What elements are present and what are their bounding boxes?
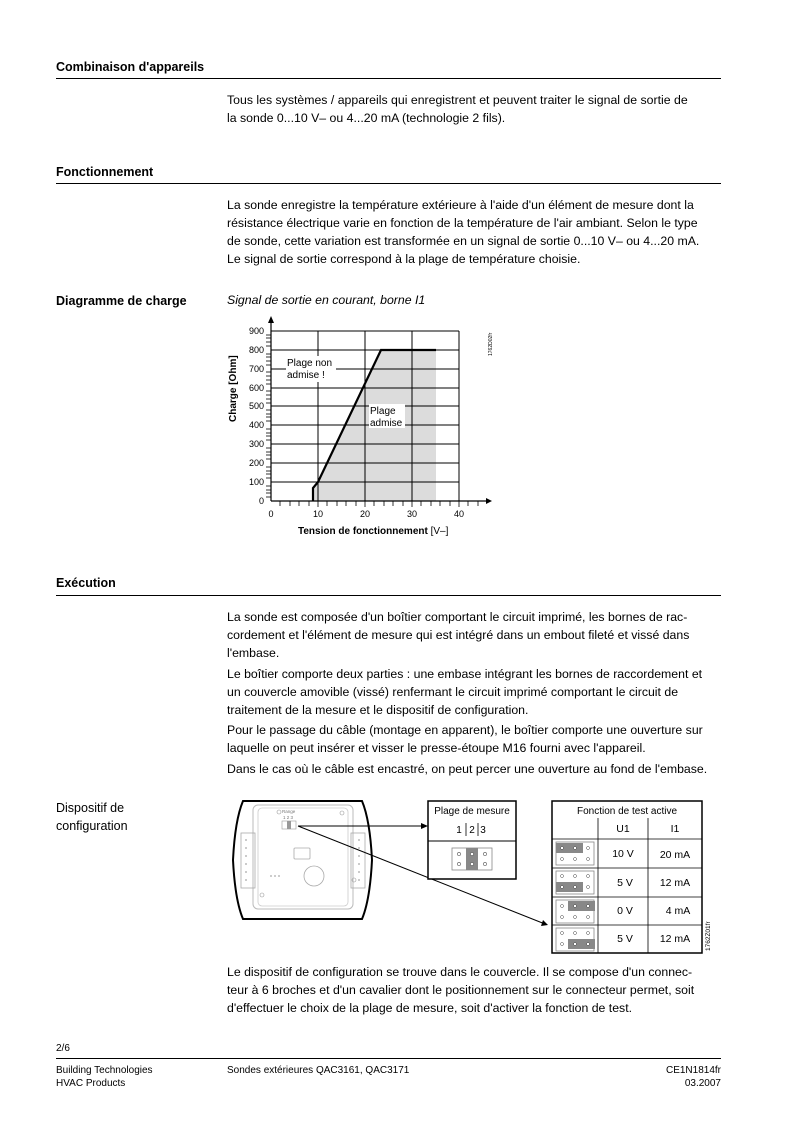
section-title-fonctionnement: Fonctionnement — [56, 165, 154, 179]
svg-text:200: 200 — [248, 458, 264, 468]
annotation-not-allowed-2: admise ! — [287, 370, 325, 381]
svg-text:0: 0 — [258, 496, 264, 506]
section-label-dispositif — [56, 799, 128, 835]
x-axis-arrow-icon — [486, 498, 492, 504]
annotation-allowed-1: Plage — [370, 406, 396, 417]
text-line: Pour le passage du câble (montage en apparent), le boîtier comporte une ouverture sur — [227, 723, 703, 737]
text-line: configuration — [56, 819, 128, 833]
row3-i1: 4 mA — [665, 905, 691, 917]
svg-text:400: 400 — [248, 420, 264, 430]
svg-text:300: 300 — [248, 439, 264, 449]
section-label-diagramme: Diagramme de charge — [56, 294, 187, 308]
text-line: Building Technologies — [56, 1065, 153, 1076]
configuration-diagram — [225, 795, 725, 960]
section-rule — [56, 78, 721, 79]
svg-text:20: 20 — [359, 509, 371, 519]
svg-text:Range: Range — [282, 809, 296, 814]
doc-date: 03.2007 — [684, 1078, 721, 1089]
text-line: cordement et l'élément de mesure qui est intégré dans un embout fileté et vissé dans — [227, 628, 690, 642]
footer-product: Sondes extérieures QAC3161, QAC3171 — [227, 1065, 410, 1076]
svg-text:10: 10 — [312, 509, 324, 519]
jumper-icon-bottom-right — [556, 928, 595, 951]
figure-id: 1762Z01fr — [705, 921, 712, 951]
svg-text:30: 30 — [406, 509, 418, 519]
y-axis-arrow-icon — [268, 316, 274, 323]
text-line: La sonde est composée d'un boîtier comportant le circuit imprimé, les bornes de rac- — [227, 610, 688, 624]
x-minor-ticks — [280, 501, 478, 507]
test-function-table — [552, 801, 702, 953]
pointer-arrow-icon — [421, 823, 428, 829]
svg-text:100: 100 — [248, 477, 264, 487]
paragraph-execution-1 — [227, 608, 722, 662]
section-rule — [56, 183, 721, 184]
device-housing-illustration — [233, 801, 372, 919]
y-axis-title: Charge [Ohm] — [228, 355, 239, 422]
paragraph-execution-2 — [227, 665, 722, 719]
test-table-title: Fonction de test active — [576, 806, 678, 817]
row1-i1: 20 mA — [659, 849, 691, 861]
text-line: la sonde 0...10 V– ou 4...20 mA (technologie 2 fils). — [227, 111, 506, 125]
y-tick-labels — [249, 326, 264, 506]
range-number-1: 1 — [456, 825, 462, 836]
text-line: teur à 6 broches et d'un cavalier dont le positionnement sur le connecteur permet, soit — [227, 983, 695, 997]
text-line: La sonde enregistre la température extérieure à l'aide d'un élément de mesure dont la — [227, 198, 694, 212]
measuring-range-box — [428, 801, 516, 879]
text-line: Tous les systèmes / appareils qui enregistrent et peuvent traiter le signal de sortie de — [227, 93, 688, 107]
range-number-2: 2 — [469, 825, 475, 836]
text-line: laquelle on peut insérer et visser le presse-étoupe M16 fourni avec l'appareil. — [227, 741, 646, 755]
row3-u1: 0 V — [617, 905, 633, 917]
figure-id: 1762D02fr — [488, 332, 494, 356]
paragraph-combinaison — [227, 91, 722, 127]
pointer-arrow-icon — [541, 920, 548, 926]
doc-id: CE1N1814fr — [665, 1065, 721, 1076]
section-rule — [56, 595, 721, 596]
x-axis-title: Tension de fonctionnement [V–] — [298, 526, 449, 537]
annotation-allowed-2: admise — [370, 418, 403, 429]
text-line: Le dispositif de configuration se trouve dans le couvercle. Il se compose d'un connec- — [227, 965, 693, 979]
paragraph-fonctionnement — [227, 196, 722, 268]
page-number: 2/6 — [56, 1043, 70, 1054]
svg-text:500: 500 — [248, 401, 264, 411]
footer-doc-info — [600, 1064, 721, 1090]
range-number-3: 3 — [480, 825, 486, 836]
x-tick-labels — [268, 509, 464, 519]
svg-text:700: 700 — [248, 364, 264, 374]
measuring-range-title: Plage de mesure — [434, 806, 510, 817]
section-title-combinaison: Combinaison d'appareils — [56, 60, 205, 74]
col-header-u1: U1 — [616, 823, 630, 835]
text-line: Dans le cas où le câble est encastré, on peut percer une ouverture au fond de l'embase. — [227, 762, 708, 776]
svg-text:1 2 3: 1 2 3 — [283, 815, 294, 820]
text-line: un couvercle amovible (vissé) renfermant le circuit imprimé comportant le circuit de — [227, 685, 679, 699]
paragraph-execution-3 — [227, 721, 722, 757]
svg-text:0: 0 — [268, 509, 274, 519]
row4-u1: 5 V — [617, 933, 633, 945]
text-line: d'effectuer le choix de la plage de mesure, soit d'activer la fonction de test. — [227, 1001, 633, 1015]
footer-rule — [56, 1058, 721, 1059]
text-line: de sonde, cette variation est transformée en un signal de sortie 0...10 V– ou 4...20 mA. — [227, 234, 700, 248]
load-diagram-chart — [220, 315, 500, 545]
annotation-not-allowed-1: Plage non — [287, 358, 333, 369]
row2-i1: 12 mA — [659, 877, 691, 889]
paragraph-dispositif — [227, 963, 722, 1017]
section-title-execution: Exécution — [56, 576, 116, 590]
jumper-icon-bottom-left — [556, 871, 594, 894]
text-line: Dispositif de — [56, 801, 125, 815]
row2-u1: 5 V — [617, 877, 633, 889]
text-line: traitement de la mesure et le dispositif de configuration. — [227, 703, 529, 717]
col-header-i1: I1 — [670, 823, 680, 835]
row4-i1: 12 mA — [659, 933, 691, 945]
text-line: Le boîtier comporte deux parties : une embase intégrant les bornes de raccordement et — [227, 667, 703, 681]
footer-company — [56, 1064, 153, 1090]
text-line: HVAC Products — [56, 1078, 126, 1089]
text-line: Le signal de sortie correspond à la plage de température choisie. — [227, 252, 581, 266]
svg-text:600: 600 — [248, 383, 264, 393]
jumper-icon-top-right — [556, 900, 595, 923]
text-line: l'embase. — [227, 646, 280, 660]
row1-u1: 10 V — [612, 848, 634, 860]
jumper-icon-top-left — [556, 842, 594, 865]
paragraph-execution-4 — [227, 760, 722, 778]
y-minor-ticks — [266, 335, 271, 497]
text-line: résistance électrique varie en fonction de la température de l'air ambiant. Selon le type — [227, 216, 698, 230]
chart-caption: Signal de sortie en courant, borne I1 — [227, 293, 426, 307]
svg-text:40: 40 — [453, 509, 465, 519]
svg-text:900: 900 — [248, 326, 264, 336]
svg-text:800: 800 — [248, 345, 264, 355]
